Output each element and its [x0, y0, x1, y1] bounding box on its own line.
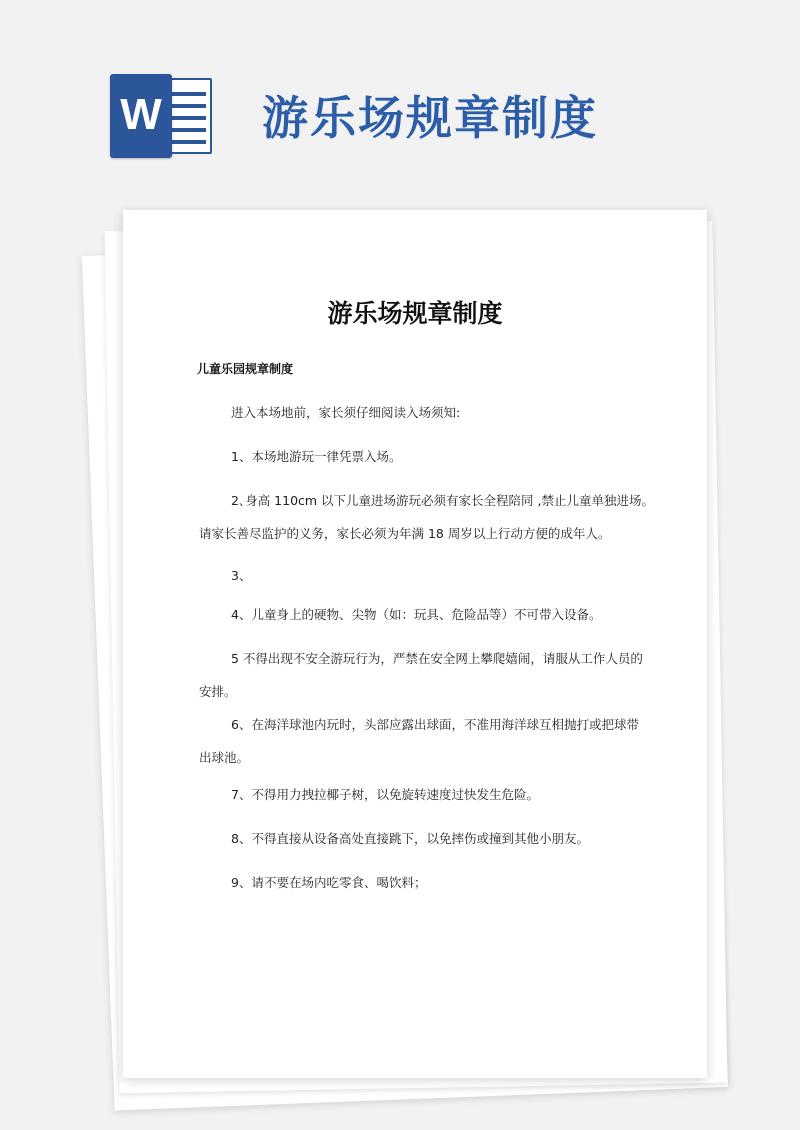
- paragraph: [197, 559, 657, 592]
- paragraph: [197, 822, 657, 855]
- paragraph: [197, 484, 657, 550]
- paragraph-line: 5 不得出现不安全游玩行为，严禁在安全网上攀爬嬉闹，请服从工作人员的: [231, 651, 643, 666]
- banner-title: 游乐场规章制度: [262, 91, 598, 145]
- paragraph-line: 2､身高 110cm 以下儿童进场游玩必须有家长全程陪同 ,禁止儿童单独进场。: [231, 493, 655, 508]
- paragraph-line: 9、请不要在场内吃零食、喝饮料；: [231, 875, 427, 890]
- paragraph: [197, 396, 657, 429]
- paragraph: [197, 708, 657, 774]
- paragraph-line: 7、不得用力拽拉椰子树，以免旋转速度过快发生危险。: [231, 787, 539, 802]
- paragraph: [197, 440, 657, 473]
- paragraph: [197, 866, 657, 899]
- paragraph-line: 请家长善尽监护的义务，家长必须为年满 18 周岁以上行动方便的成年人。: [199, 526, 611, 541]
- paragraph-line: 3、: [231, 568, 252, 583]
- document-page: [123, 210, 707, 1078]
- word-doc-icon: [110, 74, 214, 158]
- document-title: 游乐场规章制度: [327, 299, 503, 328]
- paragraph: [197, 778, 657, 811]
- paragraph-line: 进入本场地前，家长须仔细阅读入场须知:: [231, 405, 461, 420]
- paragraph-line: 出球池。: [199, 750, 250, 765]
- paragraph-line: 8、不得直接从设备高处直接跳下，以免摔伤或撞到其他小朋友。: [231, 831, 589, 846]
- paragraph-line: 安排。: [199, 684, 237, 699]
- paragraph-line: 1、本场地游玩一律凭票入场。: [231, 449, 402, 464]
- paragraph-line: 4、儿童身上的硬物、尖物（如：玩具、危险品等）不可带入设备。: [231, 607, 602, 622]
- paragraph-line: 6、在海洋球池内玩时，头部应露出球面，不准用海洋球互相抛打或把球带: [231, 717, 639, 732]
- word-logo-letter: W: [120, 90, 162, 139]
- paragraph: [197, 642, 657, 708]
- word-tile: [110, 74, 172, 158]
- paragraph: [197, 598, 657, 631]
- banner: [0, 0, 800, 200]
- document-subtitle: 儿童乐园规章制度: [197, 362, 294, 376]
